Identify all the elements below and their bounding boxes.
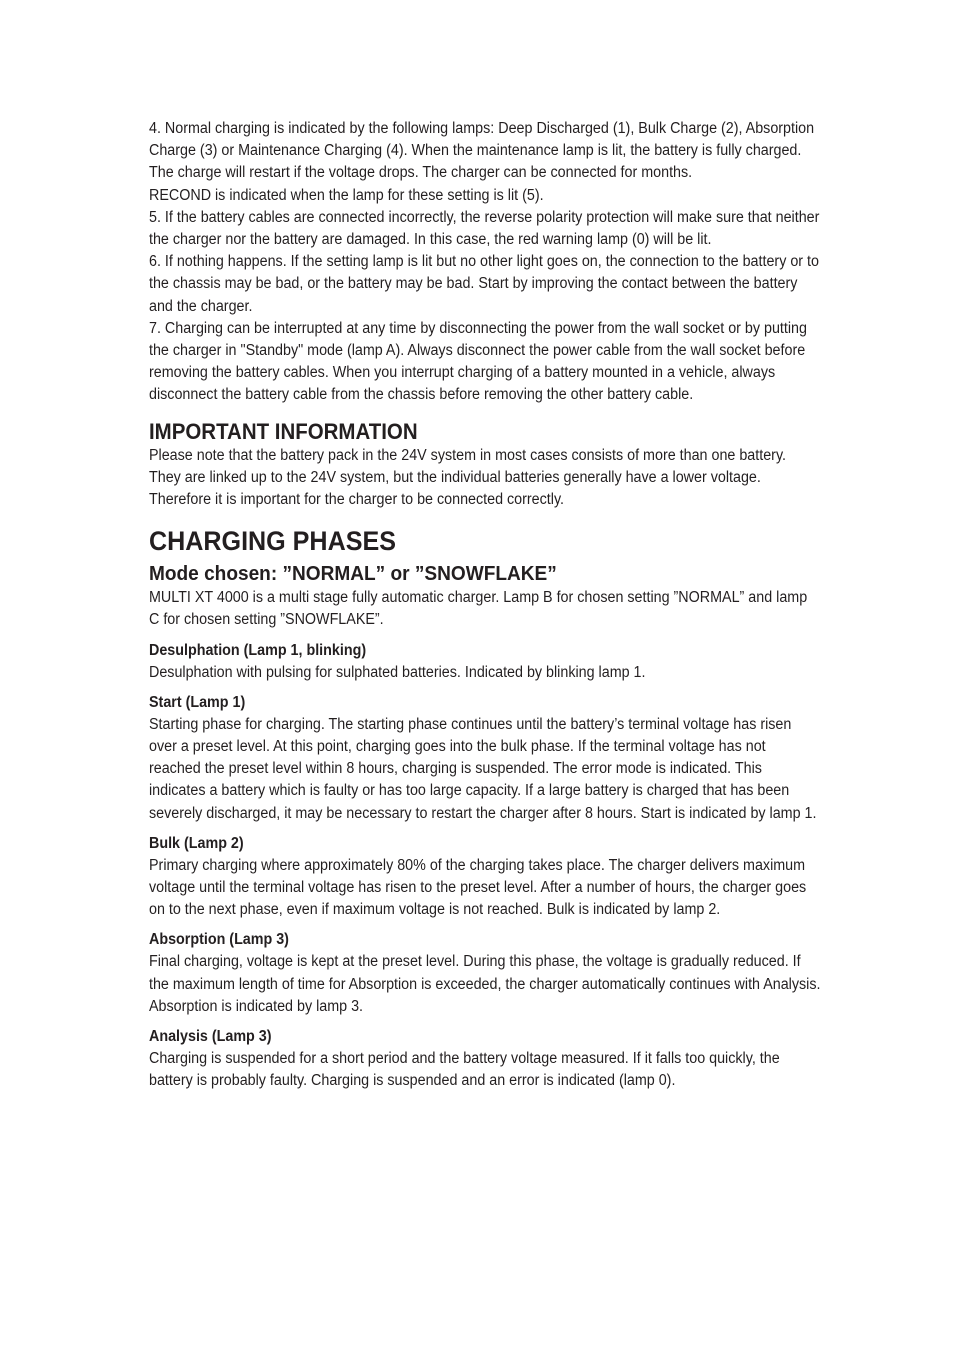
absorption-text: Final charging, voltage is kept at the preset level. During this phase, the voltage is gradually reduced. If the maximum length of time for Absorption is exceeded, the charger automatically continues with Analysis. Absorption is indicated by lamp 3. <box>149 953 821 1015</box>
important-information-heading: IMPORTANT INFORMATION <box>149 418 418 444</box>
step-6-paragraph: 6. If nothing happens. If the setting lamp is lit but no other light goes on, the connection to the battery or to the chassis may be bad, or the battery may be bad. Start by improving the contact between the battery and the charger. <box>149 253 819 315</box>
analysis-heading: Analysis (Lamp 3) <box>149 1028 272 1046</box>
charging-phases-heading: CHARGING PHASES <box>149 526 396 557</box>
step-4-paragraph: 4. Normal charging is indicated by the following lamps: Deep Discharged (1), Bulk Charge (2), Absorption Charge (3) or Maintenance Charging (4). When the maintenance lamp is lit, the battery is fully charged. The charge will restart if the voltage drops. The charger can be connected for months. <box>149 120 815 182</box>
recond-paragraph: RECOND is indicated when the lamp for these setting is lit (5). <box>149 186 544 204</box>
bulk-text: Primary charging where approximately 80% of the charging takes place. The charger delivers maximum voltage until the terminal voltage has risen to the preset level. After a number of hours, the charger goes on to the next phase, even if maximum voltage is not reached. Bulk is indicated by lamp 2. <box>149 856 807 919</box>
important-information-text: Please note that the battery pack in the 24V system in most cases consists of more than one battery. They are linked up to the 24V system, but the individual batteries generally have a lower voltage. Therefore it is important for the charger to be connected correctly. <box>149 446 787 509</box>
manual-page <box>149 118 821 1093</box>
start-text: Starting phase for charging. The starting phase continues until the battery’s terminal voltage has risen over a preset level. At this point, charging goes into the bulk phase. If the terminal voltage has not reached the preset level within 8 hours, charging is suspended. The error mode is indicated. This indicates a battery which is faulty or has too large capacity. If a large battery is charged that has been severely discharged, it may be necessary to restart the charger after 8 hours. Start is indicated by lamp 1. <box>149 715 817 822</box>
bulk-heading: Bulk (Lamp 2) <box>149 834 244 852</box>
desulphation-text: Desulphation with pulsing for sulphated batteries. Indicated by blinking lamp 1. <box>149 663 646 681</box>
analysis-text: Charging is suspended for a short period and the battery voltage measured. If it falls too quickly, the battery is probably faulty. Charging is suspended and an error is indicated (lamp 0). <box>149 1050 780 1090</box>
start-heading: Start (Lamp 1) <box>149 693 246 711</box>
mode-chosen-text: MULTI XT 4000 is a multi stage fully automatic charger. Lamp B for chosen setting ”NORMAL” and lamp C for chosen setting ”SNOWFLAKE”. <box>149 589 808 629</box>
step-5-paragraph: 5. If the battery cables are connected incorrectly, the reverse polarity protection will make sure that neither the charger nor the battery are damaged. In this case, the red warning lamp (0) will be lit. <box>149 208 820 249</box>
step-7-paragraph: 7. Charging can be interrupted at any time by disconnecting the power from the wall socket or by putting the charger in "Standby" mode (lamp A). Always disconnect the power cable from the wall socket before removing the battery cables. When you interrupt charging of a battery mounted in a vehicle, always disconnect the battery cable from the chassis before removing the other battery cable. <box>149 319 807 404</box>
mode-chosen-heading: Mode chosen: ”NORMAL” or ”SNOWFLAKE” <box>149 562 557 586</box>
desulphation-heading: Desulphation (Lamp 1, blinking) <box>149 641 367 659</box>
absorption-heading: Absorption (Lamp 3) <box>149 931 289 949</box>
